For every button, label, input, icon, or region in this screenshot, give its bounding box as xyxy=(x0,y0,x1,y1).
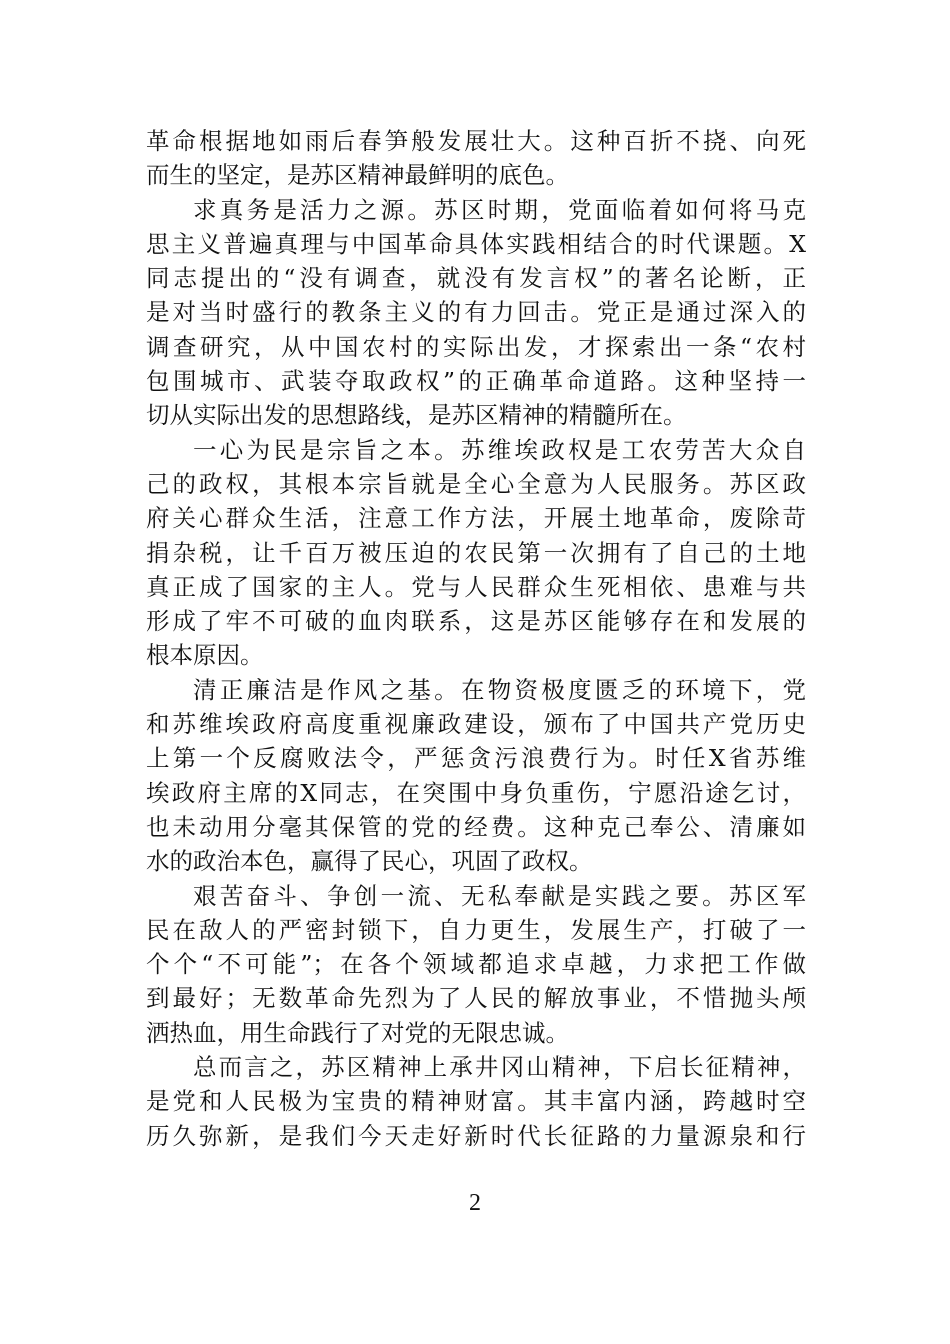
paragraph xyxy=(146,433,806,673)
text-line: 而生的坚定，是苏区精神最鲜明的底色。 xyxy=(146,161,569,190)
text-line: 也未动用分毫其保管的党的经费。这种克己奉公、清廉如 xyxy=(146,812,806,841)
text-line: 根本原因。 xyxy=(146,641,264,670)
text-line: 真正成了国家的主人。党与人民群众生死相依、患难与共 xyxy=(146,572,806,601)
text-line: 同志提出的“没有调查，就没有发言权”的著名论断，正 xyxy=(146,264,806,293)
text-line: 到最好；无数革命先烈为了人民的解放事业，不惜抛头颅 xyxy=(146,984,806,1013)
text-line: 水的政治本色，赢得了民心，巩固了政权。 xyxy=(146,847,593,876)
text-line: 洒热血，用生命践行了对党的无限忠诚。 xyxy=(146,1018,569,1047)
text-line: 形成了牢不可破的血肉联系，这是苏区能够存在和发展的 xyxy=(146,607,806,636)
paragraph xyxy=(146,1050,806,1153)
paragraph xyxy=(146,193,806,433)
text-line: 是对当时盛行的教条主义的有力回击。党正是通过深入的 xyxy=(146,298,806,327)
text-line: 切从实际出发的思想路线，是苏区精神的精髓所在。 xyxy=(146,401,687,430)
text-line: 和苏维埃政府高度重视廉政建设，颁布了中国共产党历史 xyxy=(146,710,806,739)
text-line: 个个“不可能”；在各个领域都追求卓越，力求把工作做 xyxy=(146,950,806,979)
paragraph xyxy=(146,673,806,879)
text-line: 历久弥新，是我们今天走好新时代长征路的力量源泉和行 xyxy=(146,1121,806,1150)
text-line: 上第一个反腐败法令，严惩贪污浪费行为。时任X省苏维 xyxy=(146,744,806,773)
text-line: 清正廉洁是作风之基。在物资极度匮乏的环境下，党 xyxy=(193,675,806,704)
text-line: 府关心群众生活，注意工作方法，开展土地革命，废除苛 xyxy=(146,504,806,533)
text-line: 包围城市、武装夺取政权”的正确革命道路。这种坚持一 xyxy=(146,367,806,396)
text-line: 一心为民是宗旨之本。苏维埃政权是工农劳苦大众自 xyxy=(193,435,806,464)
body-text xyxy=(146,124,806,1153)
text-line: 调查研究，从中国农村的实际出发，才探索出一条“农村 xyxy=(146,332,806,361)
text-line: 艰苦奋斗、争创一流、无私奉献是实践之要。苏区军 xyxy=(193,881,806,910)
text-line: 己的政权，其根本宗旨就是全心全意为人民服务。苏区政 xyxy=(146,469,806,498)
paragraph xyxy=(146,879,806,1050)
text-line: 埃政府主席的X同志，在突围中身负重伤，宁愿沿途乞讨， xyxy=(146,778,806,807)
paragraph xyxy=(146,124,806,193)
text-line: 总而言之，苏区精神上承井冈山精神，下启长征精神， xyxy=(193,1053,806,1082)
text-line: 是党和人民极为宝贵的精神财富。其丰富内涵，跨越时空 xyxy=(146,1087,806,1116)
text-line: 革命根据地如雨后春笋般发展壮大。这种百折不挠、向死 xyxy=(146,127,806,155)
text-line: 捐杂税，让千百万被压迫的农民第一次拥有了自己的土地 xyxy=(146,538,806,567)
text-line: 求真务是活力之源。苏区时期，党面临着如何将马克 xyxy=(193,195,806,224)
text-line: 思主义普遍真理与中国革命具体实践相结合的时代课题。X xyxy=(146,229,806,258)
page-number: 2 xyxy=(469,1190,481,1216)
text-line: 民在敌人的严密封锁下，自力更生，发展生产，打破了一 xyxy=(146,915,806,944)
